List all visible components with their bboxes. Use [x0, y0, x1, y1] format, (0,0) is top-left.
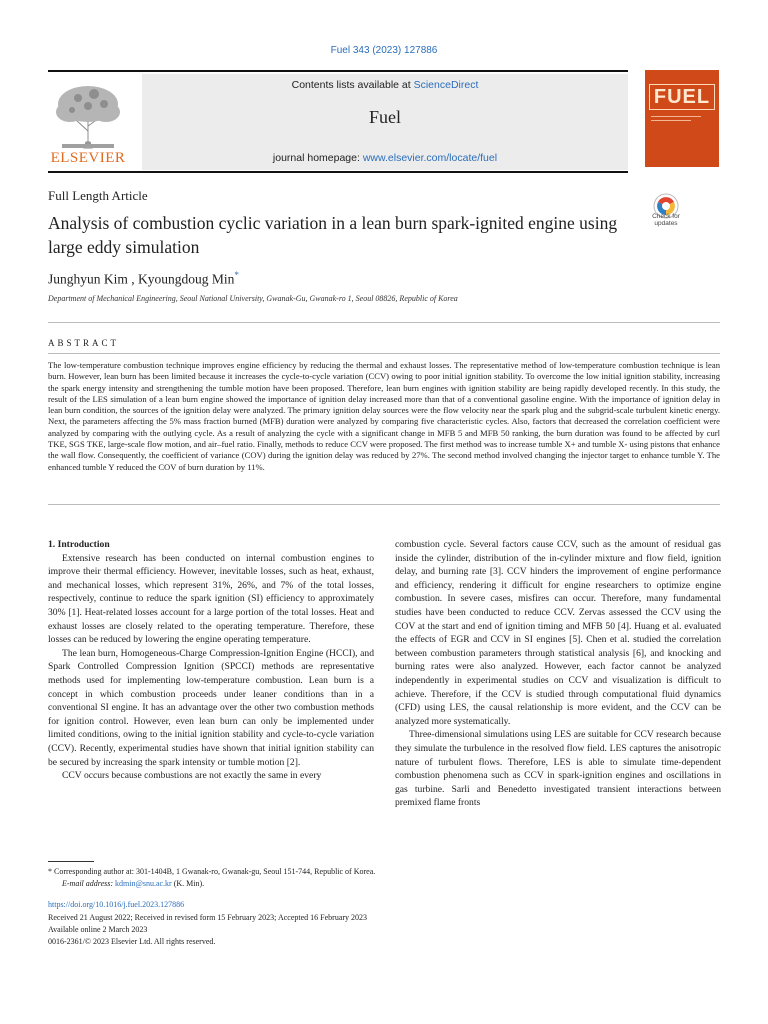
body-column-right — [395, 538, 721, 810]
journal-citation-link[interactable]: Fuel 343 (2023) 127886 — [330, 45, 438, 56]
check-for-updates-label: Check for updates — [652, 213, 680, 227]
abstract-top-rule — [48, 353, 720, 354]
corresponding-author-note: * Corresponding author at: 301-1404B, 1 Gwanak-ro, Gwanak-gu, Seoul 151-744, Republic of Korea. — [48, 867, 376, 876]
article-title: Analysis of combustion cyclic variation in a lean burn spark-ignited engine using large eddy simulation — [48, 213, 618, 257]
online-date: Available online 2 March 2023 — [48, 925, 148, 934]
paragraph: combustion cycle. Several factors cause CCV, such as the amount of residual gas inside the cylinder, distribution of the in-cylinder mixture and flow field, ignition delay, and burning rate [3]. CCV hinders the improvement of engine performance and efficiency, rendering it difficult for engine researchers to optimize engine combustion. In severe cases, misfires can occur. Therefore, many fundamental studies have been conducted to reduce CCV. Zervas assessed the CCV using the COV at the start and end of ignition timing and MFB 50 [4]. Huang et al. evaluated the effects of EGR and CCV in SI engines [5]. Chen et al. studied the correlation between combustion parameters through statistical analysis [6], and knocking and burning rates were also analyzed. However, each factor cannot be analyzed independently in experimental studies on CCV and visualization is difficult to achieve. Therefore, if the CCV is studied through computational fluid dynamics (CFD) using LES, the causal relationship is more evident, and the CCV can be analyzed more systematically. — [395, 539, 721, 727]
cover-title: FUEL — [649, 84, 715, 110]
sciencedirect-link[interactable]: ScienceDirect — [413, 79, 479, 91]
received-dates: Received 21 August 2022; Received in revised form 15 February 2023; Accepted 16 February 2023 — [48, 913, 368, 922]
masthead-top-rule — [48, 70, 628, 72]
contents-prefix: Contents lists available at — [291, 79, 414, 91]
section-divider — [48, 322, 720, 323]
journal-cover-image — [645, 70, 719, 167]
email-suffix: (K. Min). — [171, 879, 205, 888]
article-type: Full Length Article — [48, 188, 148, 203]
paragraph: CCV occurs because combustions are not exactly the same in every — [62, 770, 322, 782]
author-list — [48, 270, 239, 288]
abstract-bottom-rule — [48, 504, 720, 505]
homepage-line — [142, 152, 628, 164]
paragraph: Three-dimensional simulations using LES are suitable for CCV research because they simulate the turbulence in the resolved flow field. LES captures the anisotropic nature of turbulent flows. Therefore, LES is able to simulate time-dependent combustion phenomena such as CCV in spark-ignition engines and oscillations in gas turbine. Sarli and Benedetto investigated transient interactions between premixed flame fronts — [395, 729, 721, 809]
contents-line — [142, 79, 628, 91]
cover-decoration — [651, 116, 701, 117]
journal-name: Fuel — [368, 107, 401, 127]
paragraph: The lean burn, Homogeneous-Charge Compression-Ignition Engine (HCCI), and Spark Controlled Compression Ignition (SPCCI) methods are representative methods used for implementing low-temperature combustion. Lean burn is a concept in which combustion proceeds under leaner conditions than in a conventional SI engine. It has an advantage over the other two combustion methods for ignition control. However, even lean burn can only be implemented under limited conditions, owing to the initial ignition stability and cycle-to-cycle variation (CCV). Recently, experimental studies have shown that initial ignition stability can be secured by increasing the spark intensity or tumble motion [2]. — [48, 647, 374, 768]
body-column-left — [48, 538, 374, 783]
footnote-rule — [48, 861, 94, 862]
doi-link[interactable]: https://doi.org/10.1016/j.fuel.2023.127886 — [48, 900, 185, 909]
cover-decoration — [651, 120, 691, 121]
section-heading: 1. Introduction — [48, 539, 110, 550]
masthead-bottom-rule — [48, 171, 628, 173]
author-separator: , — [127, 271, 139, 287]
email-label: E-mail address: — [62, 879, 116, 888]
elsevier-wordmark: ELSEVIER — [50, 150, 126, 166]
abstract-heading: ABSTRACT — [48, 338, 120, 348]
copyright: 0016-2361/© 2023 Elsevier Ltd. All rights reserved. — [48, 937, 216, 946]
author-name[interactable]: Kyoungdoug Min — [138, 271, 235, 287]
email-link[interactable]: kdmin@snu.ac.kr — [115, 879, 172, 888]
homepage-prefix: journal homepage: — [272, 152, 363, 164]
affiliation: Department of Mechanical Engineering, Seoul National University, Gwanak-Gu, Gwanak-ro 1, Seoul 08826, Republic of Korea — [48, 294, 458, 303]
email-line — [48, 878, 720, 889]
abstract-text: The low-temperature combustion technique improves engine efficiency by reducing the thermal and exhaust losses. The representative method of low-temperature combustion technique is lean burn. However, lean burn has been limited because it increases the cycle-to-cycle variation (CCV) owing to poor initial ignition stability. To overcome the low initial ignition stability, increasing the spark energy intensity and strengthening the tumble motion have been proposed. Therefore, lean burn engines with ignition stability are being rapidly developed recently. In this study, the result of the LES simulation of a lean burn engine showed the importance of ignition delay increased more than that of a conventional gasoline engine. With the importance of ignition delay in lean burn condition, the sources of the ignition delay were analyzed. The primary ignition delay sources were the flow velocity near the spark plug and the subgrid-scale turbulent kinetic energy. Next, the parameters affecting the 5% mass fraction burned (MFB) duration were analyzed by comparing five characteristic cycles. Also, factors that decreased the correlation coefficient were analyzed by comparing with the outlying cycle. As a result of analyzing the cycle with a significant change in MFB 5 and MFB 50 ranking, the burn duration was found to be affected by curl TKE, SGS TKE, large-scale flow motion, and air–fuel ratio. Finally, methods to reduce CCV were proposed. The first method was to increase tumble X+ and tumble X- using pistons that enhance the wall flow. Consequently, the coefficient of variance (COV) during the ignition delay was reduced by 27%. The second method involved changing the injector target to enhance tumble Y. The enhanced tumble Y reduced the COV of burn duration by 11%. — [48, 360, 720, 472]
paragraph: Extensive research has been conducted on internal combustion engines to improve their thermal efficiency. However, inevitable losses, such as heat, exhaust, and mechanical losses, which represent 31%, 26%, and 7% of the total losses, respectively, continue to reduce the spark ignition (SI) efficiency to approximately 30% [1]. Heat-related losses account for a large portion of the total losses. Heat and exhaust losses are closely related to the operating temperature. Therefore, these losses can be reduced by lowering the engine operating temperature. — [48, 552, 374, 646]
corresponding-author-mark[interactable]: * — [234, 270, 239, 280]
journal-homepage-link[interactable]: www.elsevier.com/locate/fuel — [362, 152, 498, 164]
author-name[interactable]: Junghyun Kim — [48, 271, 128, 287]
